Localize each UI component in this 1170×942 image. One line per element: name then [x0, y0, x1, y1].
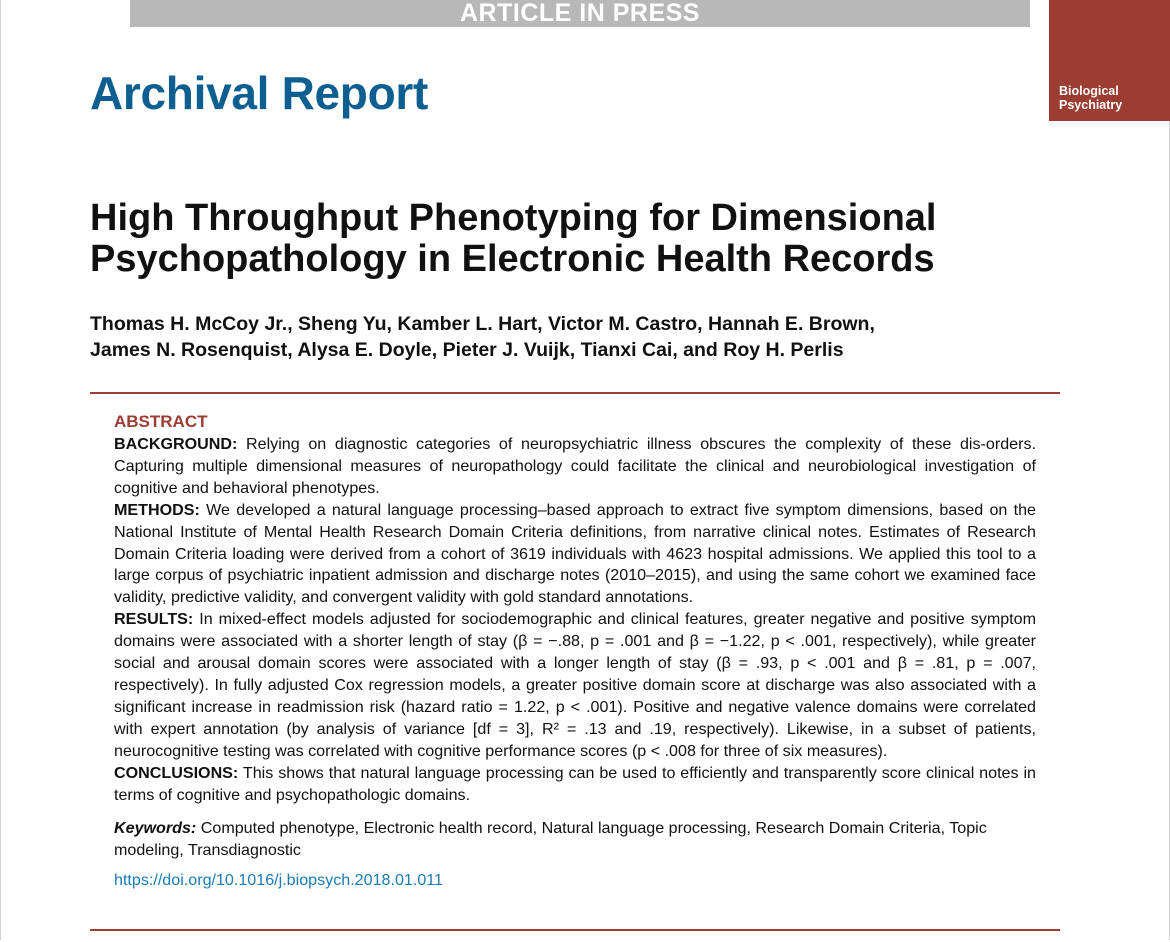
- conclusions-label: CONCLUSIONS:: [114, 763, 239, 782]
- doi-link[interactable]: https://doi.org/10.1016/j.biopsych.2018.01.011: [114, 871, 443, 890]
- conclusions-text: This shows that natural language processing can be used to efficiently and transparently score clinical notes in terms of cognitive and psychopathologic domains.: [114, 763, 1036, 804]
- keywords: [114, 818, 1036, 862]
- article-title: [90, 198, 1050, 280]
- background-label: BACKGROUND:: [114, 435, 238, 453]
- abstract-background: [114, 434, 1036, 500]
- abstract-methods: [114, 500, 1036, 610]
- divider-bottom: [90, 929, 1060, 931]
- author-line-2: James N. Rosenquist, Alysa E. Doyle, Pieter J. Vuijk, Tianxi Cai, and Roy H. Perlis: [90, 339, 844, 361]
- article-title-line-2: Psychopathology in Electronic Health Records: [90, 238, 935, 280]
- journal-logo-tab: [1049, 0, 1170, 121]
- article-title-line-1: High Throughput Phenotyping for Dimensional: [90, 197, 937, 239]
- journal-name-line-2: Psychiatry: [1059, 98, 1123, 112]
- article-in-press-banner: ARTICLE IN PRESS: [130, 0, 1030, 27]
- keywords-text: Computed phenotype, Electronic health record, Natural language processing, Research Domain Criteria, Topic modeling, Transdiagnostic: [114, 819, 987, 860]
- divider-top: [90, 392, 1060, 394]
- methods-text: We developed a natural language processing–based approach to extract five symptom dimensions, based on the National Institute of Mental Health Research Domain Criteria definitions, from narrative clinical notes. Estimates of Research Domain Criteria loading were derived from a cohort of 3619 individuals with 4623 hospital admissions. We applied this tool to a large corpus of psychiatric inpatient admission and discharge notes (2010–2015), and using the same cohort we examined face validity, predictive validity, and convergent validity with gold standard annotations.: [114, 500, 1036, 607]
- journal-name-line-1: Biological: [1059, 84, 1119, 98]
- author-line-1: Thomas H. McCoy Jr., Sheng Yu, Kamber L. Hart, Victor M. Castro, Hannah E. Brown,: [90, 313, 875, 335]
- keywords-label: Keywords:: [114, 819, 197, 838]
- section-title: Archival Report: [90, 67, 429, 119]
- journal-name: [1059, 84, 1122, 112]
- abstract-heading: ABSTRACT: [114, 412, 208, 431]
- abstract-conclusions: [114, 763, 1036, 807]
- abstract-results: [114, 609, 1036, 762]
- author-list: [90, 311, 1050, 363]
- background-text: Relying on diagnostic categories of neuropsychiatric illness obscures the complexity of these dis-orders. Capturing multiple dimensional measures of neuropathology could facilitate the clinical and neurobiological investigation of cognitive and behavioral phenotypes.: [114, 435, 1036, 497]
- results-label: RESULTS:: [114, 610, 194, 629]
- abstract: [114, 410, 1036, 892]
- methods-label: METHODS:: [114, 500, 200, 519]
- results-text: In mixed-effect models adjusted for sociodemographic and clinical features, greater negative and positive symptom domains were associated with a shorter length of stay (β = −.88, p = .001 and β = −1.22, p < .001, respectively), while greater social and arousal domain scores were associated with a longer length of stay (β = .93, p < .001 and β = .81, p = .007, respectively). In fully adjusted Cox regression models, a greater positive domain score at discharge was also associated with a significant increase in readmission risk (hazard ratio = 1.22, p < .001). Positive and negative valence domains were correlated with expert annotation (by analysis of variance [df = 3], R² = .13 and .19, respectively). Likewise, in a subset of patients, neurocognitive testing was correlated with cognitive performance scores (p < .008 for three of six measures).: [114, 610, 1036, 760]
